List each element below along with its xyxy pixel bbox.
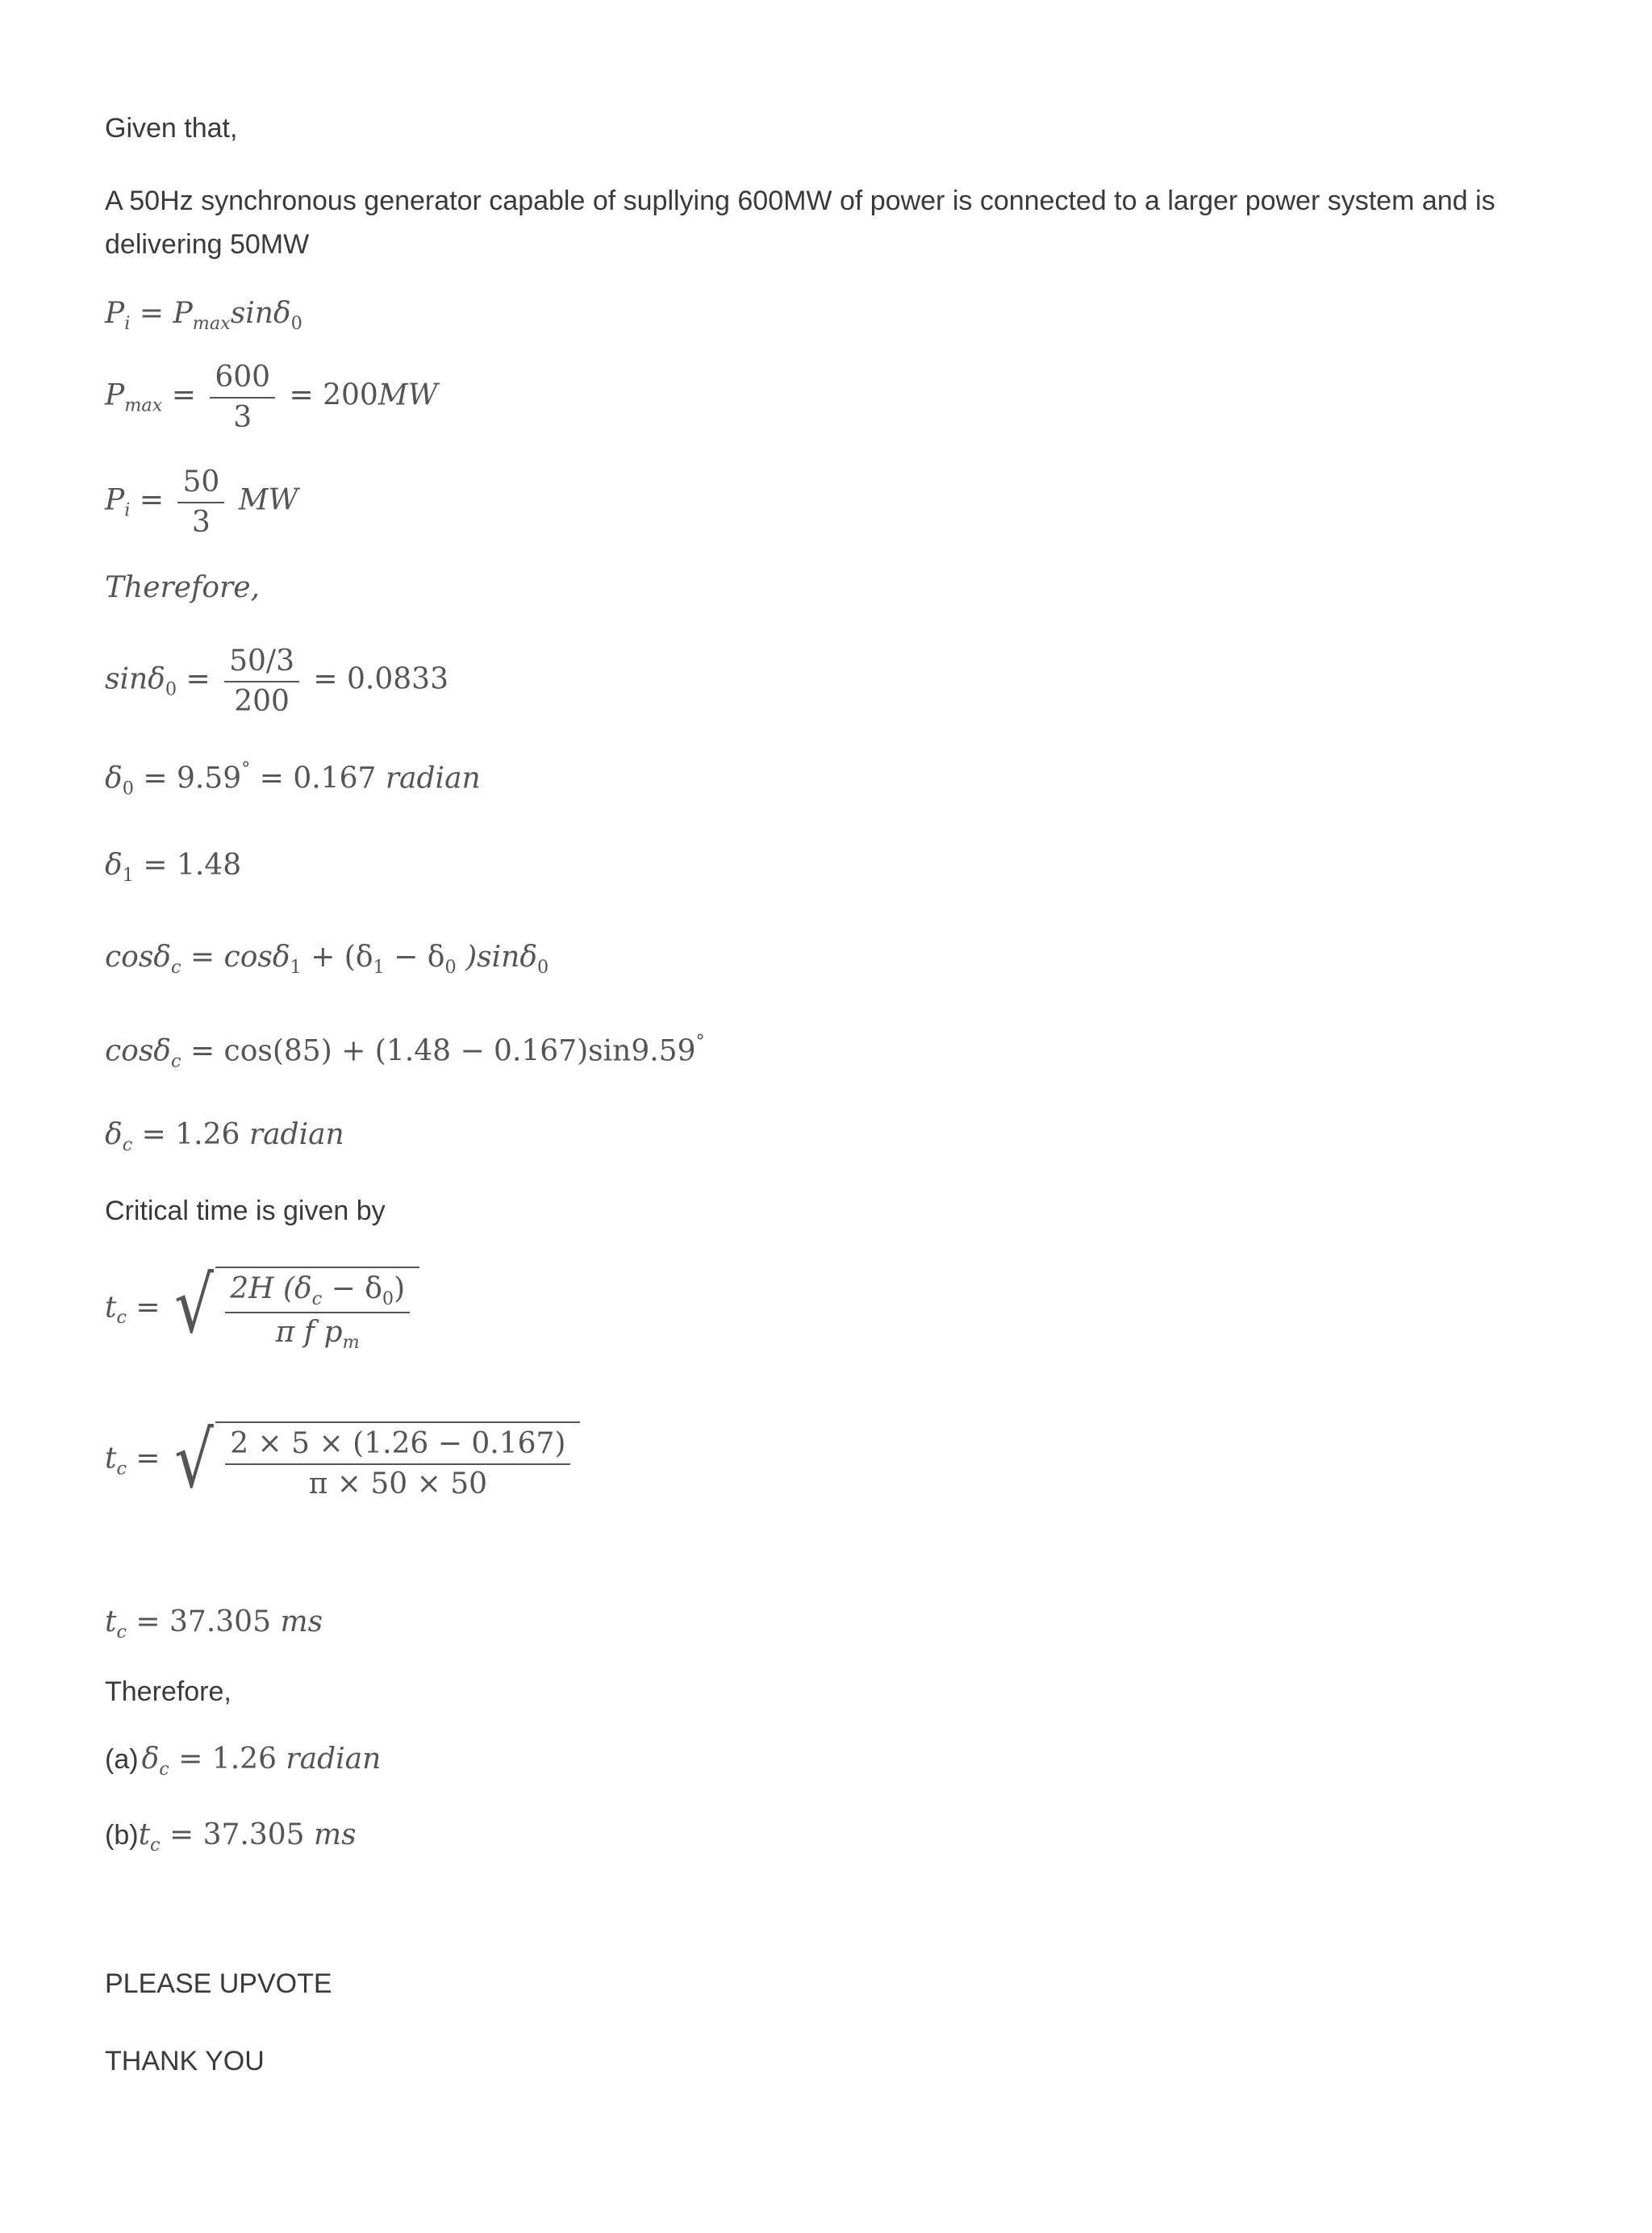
answer-b: $(b)t_c = 37.305$ ms xyxy=(105,1818,357,1855)
equation-cos-deltac-values: cosδ$_c$ = cos(85) + (1.48 − 0.167)sin9.59° xyxy=(105,1031,705,1072)
equation-sin-delta0: sinδ$_0$ = $\frac{50/3}{200}$ = 0.0833 xyxy=(105,645,448,718)
equation-cos-deltac: $\cos\delta_c = \cos\delta_1 + (\delta_1 - \delta_0$ )sinδ$_0$ xyxy=(105,941,549,978)
thank-you-text: THANK YOU xyxy=(105,2046,265,2076)
equation-delta1: $\delta_1 = 1.48$ xyxy=(105,849,242,886)
equation-pi: $P_i$ = $\frac{50}{3}$ MW xyxy=(105,465,298,539)
equation-deltac: $\delta_c = 1.26$ radian xyxy=(105,1118,344,1155)
equation-critical-time-result: $t_c = 37.305$ ms xyxy=(105,1605,323,1642)
equation-critical-time-formula: $t_c$ = √ $\frac{2H (\delta_c - \delta_0)}{\pi f p_m}$ xyxy=(105,1267,419,1353)
therefore-math: Therefore, xyxy=(105,571,260,604)
intro-given: Given that, xyxy=(105,113,238,144)
critical-time-label: Critical time is given by xyxy=(105,1196,386,1226)
sqrt-critical-formula: √ $\frac{2H (\delta_c - \delta_0)}{\pi f p_m}$ xyxy=(169,1267,419,1353)
equation-power-angle: $P_i = P_{max}\sin\delta_0$ xyxy=(105,297,302,334)
fraction-sin-delta0: $\frac{50/3}{200}$ xyxy=(224,645,299,717)
equation-pmax: $P_{max}$ = $\frac{600}{3}$ = 200MW xyxy=(105,361,438,434)
equation-critical-time-values: $t_c$ = √ $\frac{2 \times 5 \times (1.26 - 0.167)}{\pi \times 50 \times 50}$ xyxy=(105,1421,580,1500)
answer-a: (a) $\delta_c = 1.26$ radian xyxy=(105,1743,382,1780)
fraction-pi: $\frac{50}{3}$ xyxy=(177,466,224,538)
fraction-pmax: $\frac{600}{3}$ xyxy=(210,361,275,433)
therefore-label: Therefore, xyxy=(105,1676,232,1707)
equation-delta0: $\delta_0 = 9.59^\circ = 0.167$ radian xyxy=(105,758,481,799)
problem-statement: A 50Hz synchronous generator capable of supllying 600MW of power is connected to a larger power system and is delivering 50MW xyxy=(105,186,1496,260)
sqrt-critical-values: √ $\frac{2 \times 5 \times (1.26 - 0.167)}{\pi \times 50 \times 50}$ xyxy=(169,1421,580,1500)
upvote-text: PLEASE UPVOTE xyxy=(105,1968,332,1999)
